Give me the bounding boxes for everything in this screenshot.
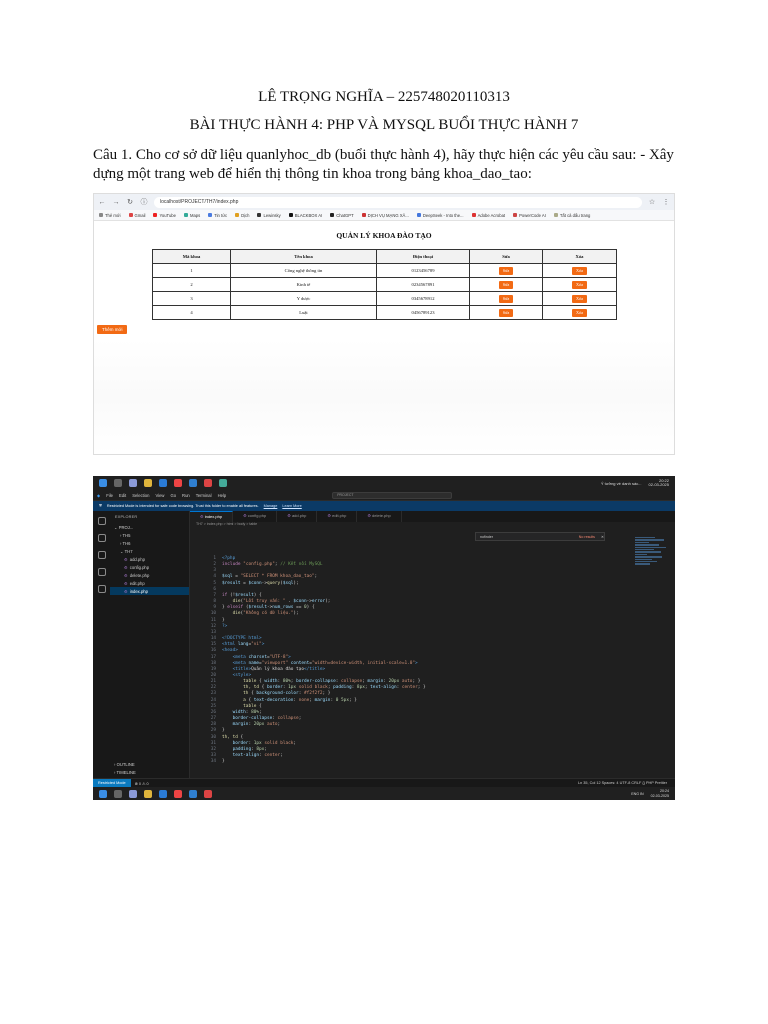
menu-item[interactable]: Edit	[118, 492, 127, 498]
delete-button[interactable]: Xóa	[572, 281, 587, 289]
bookmark-label: Tất cả dấu trang	[559, 212, 591, 218]
tree-item-label: index.php	[129, 588, 148, 594]
cell-name: Công nghệ thông tin	[231, 264, 377, 278]
bookmark-label: Thẻ mới	[105, 212, 121, 218]
taskbar-clock: 20:22 02-03-2025	[648, 477, 669, 487]
table-row	[153, 264, 617, 278]
bookmark-item[interactable]	[554, 213, 591, 218]
bookmark-item[interactable]	[472, 213, 505, 218]
bookmark-favicon-icon	[184, 213, 188, 217]
tab-label: delete.php	[372, 513, 391, 518]
tab-label: index.php	[204, 514, 223, 519]
windows-taskbar-top	[93, 476, 675, 490]
edit-button[interactable]: Sửa	[499, 281, 513, 289]
star-icon[interactable]: ☆	[648, 199, 656, 206]
bookmark-label: PowerCode AI	[519, 212, 546, 218]
app-icon[interactable]	[204, 790, 212, 798]
windows-start-icon[interactable]	[99, 479, 107, 487]
php-file-icon: ⚙	[327, 513, 333, 518]
cell-action	[470, 306, 543, 320]
timeline-section[interactable]: › TIMELINE	[114, 769, 136, 775]
app-icon[interactable]	[129, 790, 137, 798]
menu-icon[interactable]: ⋮	[662, 199, 670, 206]
restricted-mode-indicator[interactable]: Restricted Mode	[93, 779, 131, 788]
tree-item-label: edit.php	[129, 580, 145, 586]
editor-tab[interactable]	[190, 511, 233, 522]
search-icon[interactable]	[98, 534, 106, 542]
tree-item-label: config.php	[129, 564, 150, 570]
explorer-tree-item[interactable]	[110, 571, 189, 579]
edit-button[interactable]: Sửa	[499, 295, 513, 303]
menu-item[interactable]: Help	[217, 492, 227, 498]
bookmarks-bar	[94, 210, 674, 221]
bookmark-item[interactable]	[208, 213, 227, 218]
php-file-icon: ⚙	[243, 513, 248, 518]
explorer-tree-item[interactable]	[110, 563, 189, 571]
cell-id: 2	[153, 278, 231, 292]
bookmark-favicon-icon	[153, 213, 157, 217]
tree-item-label: TH6	[122, 540, 131, 546]
problems-count[interactable]: ⊗ 0 ⚠ 0	[134, 781, 149, 786]
outline-section[interactable]: › OUTLINE	[114, 761, 135, 767]
info-icon[interactable]: ⓘ	[140, 199, 148, 206]
php-file-icon: ⚙	[124, 556, 128, 562]
run-debug-icon[interactable]	[98, 568, 106, 576]
explorer-sidebar	[110, 511, 190, 778]
explorer-tree-item[interactable]	[110, 587, 189, 595]
chevron-icon: ›	[120, 532, 123, 538]
explorer-tree-item[interactable]	[110, 539, 189, 547]
table-row	[153, 292, 617, 306]
bookmark-item[interactable]	[362, 213, 409, 218]
bookmark-label: ChatGPT	[336, 212, 354, 218]
cell-action	[470, 264, 543, 278]
explorer-tree-item[interactable]	[110, 531, 189, 539]
menu-item[interactable]: File	[106, 492, 113, 498]
bookmark-label: Tin tức	[214, 212, 228, 218]
tree-item-label: add.php	[129, 556, 145, 562]
vscode-menubar	[93, 490, 675, 501]
bookmark-label: Lewinsky	[263, 212, 281, 218]
activity-bar	[93, 511, 110, 778]
cell-name: Kinh tế	[231, 278, 377, 292]
col-header-phone: Điện thoại	[377, 250, 470, 264]
khoa-table	[152, 249, 617, 320]
find-widget	[475, 532, 605, 541]
app-icon[interactable]	[204, 479, 212, 487]
bookmark-item[interactable]	[417, 213, 464, 218]
bookmark-label: Dịch	[241, 212, 250, 218]
page-background	[94, 339, 674, 454]
explorer-root[interactable]: ⌄ PROJ...	[114, 524, 134, 530]
explorer-tree-item[interactable]	[110, 579, 189, 587]
php-file-icon: ⚙	[124, 564, 128, 570]
windows-taskbar-bottom	[93, 787, 675, 800]
explorer-title: EXPLORER	[115, 515, 138, 519]
delete-button[interactable]: Xóa	[572, 309, 587, 317]
bookmark-label: DỊCH VỤ MẠNG XÃ...	[367, 212, 409, 218]
cell-id: 4	[153, 306, 231, 320]
bookmark-label: Adobe Acrobat	[477, 212, 506, 218]
delete-button[interactable]: Xóa	[572, 295, 587, 303]
browser-screenshot	[93, 193, 675, 455]
chrome-icon[interactable]	[174, 790, 182, 798]
menu-item[interactable]: Run	[182, 492, 190, 498]
minimap[interactable]	[635, 537, 669, 607]
php-file-icon: ⚙	[124, 588, 128, 594]
task-view-icon[interactable]	[114, 790, 122, 798]
question-1-text: Câu 1. Cho cơ sở dữ liệu quanlyhoc_db (buổi thực hành 4), hãy thực hiện các yêu cầu sau: - Xây dựng một trang web để hiển thị thông tin khoa trong bảng khoa_dao_tao:	[93, 147, 674, 182]
bookmark-item[interactable]	[184, 213, 200, 218]
bookmark-item[interactable]	[99, 213, 121, 218]
tree-item-label: delete.php	[129, 572, 150, 578]
add-new-button[interactable]: Thêm mới	[97, 325, 127, 334]
editor-tab[interactable]	[357, 511, 401, 522]
vscode-logo-icon: ◆	[97, 492, 101, 498]
cell-phone: 0345678912	[377, 292, 470, 306]
tree-item-label: TH5	[122, 532, 131, 538]
table-row	[153, 306, 617, 320]
taskbar-clock: 20:24 02-03-2025	[650, 789, 669, 798]
bookmark-favicon-icon	[362, 213, 366, 217]
bookmark-favicon-icon	[330, 213, 334, 217]
bookmark-item[interactable]	[513, 213, 546, 218]
bookmark-label: YouTube	[159, 212, 176, 218]
chevron-icon: ›	[120, 540, 123, 546]
edge-icon[interactable]	[159, 790, 167, 798]
bookmark-favicon-icon	[513, 213, 517, 217]
find-input[interactable]: nofinder	[480, 534, 493, 539]
cell-id: 3	[153, 292, 231, 306]
col-header-delete: Xóa	[543, 250, 617, 264]
chevron-icon: ⌄	[120, 548, 125, 554]
reload-icon[interactable]: ↻	[127, 199, 133, 206]
php-file-icon: ⚙	[367, 513, 373, 518]
forward-icon[interactable]: →	[112, 198, 120, 206]
bookmark-favicon-icon	[554, 213, 558, 217]
language-indicator[interactable]: ENG IN	[631, 791, 644, 796]
bookmark-item[interactable]	[289, 213, 322, 218]
editor-tabs	[190, 511, 675, 522]
cell-phone: 0123456789	[377, 264, 470, 278]
cell-action	[470, 278, 543, 292]
php-file-icon: ⚙	[287, 513, 292, 518]
edge-icon[interactable]	[159, 479, 167, 487]
status-right-items[interactable]: Ln 35, Col 12 Spaces: 4 UTF-8 CRLF {} PHP Prettier	[578, 781, 667, 785]
edit-button[interactable]: Sửa	[499, 309, 513, 317]
restricted-mode-banner	[93, 501, 675, 511]
vscode-screenshot	[93, 476, 675, 800]
cell-action	[470, 292, 543, 306]
edit-button[interactable]: Sửa	[499, 267, 513, 275]
cell-action	[543, 278, 617, 292]
file-tree	[110, 531, 189, 595]
php-file-icon: ⚙	[124, 572, 128, 578]
folder-icon[interactable]	[144, 790, 152, 798]
breadcrumb[interactable]: TH7 > index.php > html > body > table	[196, 522, 258, 526]
cell-action	[543, 306, 617, 320]
cell-phone: 0456789123	[377, 306, 470, 320]
bookmark-favicon-icon	[129, 213, 133, 217]
menu-item[interactable]: View	[155, 492, 165, 498]
bookmark-favicon-icon	[417, 213, 421, 217]
col-header-name: Tên khoa	[231, 250, 377, 264]
shield-icon: ⛨	[99, 504, 102, 508]
status-bar	[93, 778, 675, 787]
extensions-icon[interactable]	[98, 585, 106, 593]
app-icon[interactable]	[129, 479, 137, 487]
document-subtitle: BÀI THỰC HÀNH 4: PHP VÀ MYSQL BUỔI THỰC HÀNH 7	[189, 117, 579, 133]
bookmark-favicon-icon	[257, 213, 261, 217]
back-icon[interactable]: ←	[98, 198, 106, 206]
taskbar-window-title[interactable]: Ý tưởng về danh sác...	[600, 480, 642, 486]
bookmark-item[interactable]	[257, 213, 280, 218]
command-search-input[interactable]: PROJECT	[332, 492, 452, 499]
code-editor[interactable]: 1 <?php 2 include "config.php"; // Kết nối MySQL 3 4 $sql = "SELECT * FROM khoa_dao_tao"; 5 $result = $conn->query($sql); 6 7 if (!$result) { 8 die("Lỗi truy vấn: " . $conn->error); 9 } elseif ($result->num_rows == 0) { 10 die("Không có dữ liệu."); 11 } 12 ?> 13 14 <!DOCTYPE html> 15 <html lang="vi"> 16 <head> 17 <meta charset="UTF-8"> 18 <meta name="viewport" content="width=device-width, initial-scale=1.0"> 19 <title>Quản lý khoa đào tạo</title> 20 <style> 21 table { width: 80%; border-collapse: collapse; margin: 20px auto; } 22 th, td { border: 1px solid black; padding: 8px; text-align: center; } 23 th { background-color: #f2f2f2; } 24 a { text-decoration: none; margin: 0 5px; } 25 table { 26 width: 80%; 27 border-collapse: collapse; 28 margin: 20px auto; 29 } 30 th, td { 31 border: 1px solid black; 32 padding: 8px; 33 text-align: center; 34 }	[210, 556, 426, 765]
bookmark-favicon-icon	[99, 213, 103, 217]
menu-item[interactable]: Selection	[132, 492, 150, 498]
windows-start-icon[interactable]	[99, 790, 107, 798]
bookmark-item[interactable]	[129, 213, 146, 218]
cell-id: 1	[153, 264, 231, 278]
tree-item-label: TH7	[124, 548, 133, 554]
document-author-line: LÊ TRỌNG NGHĨA – 225748020110313	[258, 89, 510, 105]
vscode-taskbar-icon[interactable]	[189, 790, 197, 798]
table-header-row	[153, 250, 617, 264]
app-icon[interactable]	[219, 479, 227, 487]
bookmark-label: DeepSeek - Into the...	[422, 212, 464, 218]
bookmark-favicon-icon	[208, 213, 212, 217]
workbench	[93, 511, 675, 778]
php-file-icon: ⚙	[200, 514, 205, 519]
vscode-taskbar-icon[interactable]	[189, 479, 197, 487]
source-control-icon[interactable]	[98, 551, 106, 559]
bookmark-item[interactable]	[235, 213, 249, 218]
editor-tab[interactable]	[277, 511, 317, 522]
bookmark-label: BLACKBOX AI	[294, 212, 323, 218]
cell-action	[543, 264, 617, 278]
explorer-tree-item[interactable]	[110, 555, 189, 563]
cell-name: Y dược	[231, 292, 377, 306]
banner-learn-more-link[interactable]: Learn More	[282, 504, 302, 508]
cell-action	[543, 292, 617, 306]
browser-address-bar	[94, 194, 674, 210]
tab-label: add.php	[291, 513, 307, 518]
chrome-icon[interactable]	[174, 479, 182, 487]
delete-button[interactable]: Xóa	[572, 267, 587, 275]
col-header-edit: Sửa	[470, 250, 543, 264]
banner-text: Restricted Mode is intended for safe code browsing. Trust this folder to enable all features.	[106, 504, 259, 508]
editor-tab[interactable]	[233, 511, 277, 522]
tab-label: edit.php	[332, 513, 347, 518]
explorer-icon[interactable]	[98, 517, 106, 525]
find-result-text: No results	[578, 534, 595, 539]
editor-tab[interactable]	[317, 511, 357, 522]
folder-icon[interactable]	[144, 479, 152, 487]
table-row	[153, 278, 617, 292]
explorer-tree-item[interactable]	[110, 547, 189, 555]
close-icon[interactable]: ✕	[600, 534, 604, 539]
banner-manage-link[interactable]: Manage	[263, 504, 278, 508]
task-view-icon[interactable]	[114, 479, 122, 487]
menu-item[interactable]: Terminal	[195, 492, 212, 498]
cell-name: Luật	[231, 306, 377, 320]
bookmark-favicon-icon	[472, 213, 476, 217]
menu-item[interactable]: Go	[170, 492, 177, 498]
bookmark-item[interactable]	[153, 213, 175, 218]
cell-phone: 0234567891	[377, 278, 470, 292]
bookmark-favicon-icon	[235, 213, 239, 217]
bookmark-item[interactable]	[330, 213, 353, 218]
php-file-icon: ⚙	[124, 580, 128, 586]
bookmark-label: Gmail	[134, 212, 146, 218]
tab-label: config.php	[247, 513, 267, 518]
col-header-id: Mã khoa	[153, 250, 231, 264]
bookmark-label: Maps	[189, 212, 201, 218]
editor-area	[190, 511, 675, 778]
url-input[interactable]: localhost/PROJECT/TH7/index.php	[154, 197, 642, 208]
page-title: QUẢN LÝ KHOA ĐÀO TẠO	[336, 231, 432, 240]
bookmark-favicon-icon	[289, 213, 293, 217]
